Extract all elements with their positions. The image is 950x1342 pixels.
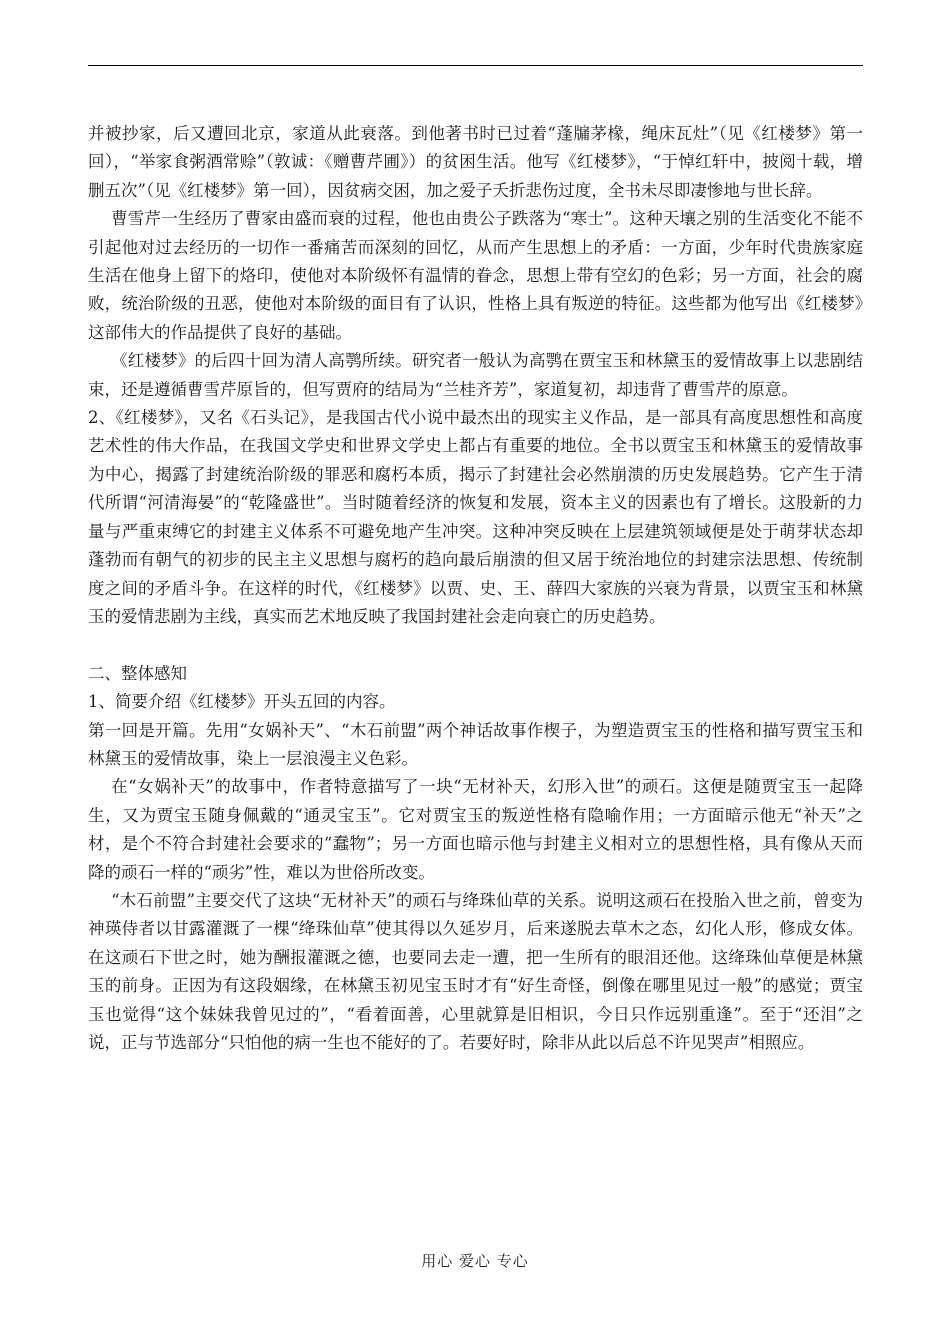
question-heading: 1、简要介绍《红楼梦》开头五回的内容。 <box>88 692 396 712</box>
paragraph: 并被抄家，后又遭回北京，家道从此衰落。到他著书时已过着“蓬牖茅椽，绳床瓦灶”（见《红楼梦》第一回），“举家食粥酒常赊”（敦诚：《赠曹芹圃》）的贫困生活。他写《红楼梦》，“于悼红轩中，披阅十载，增删五次”（见《红楼梦》第一回），因贫病交困，加之爱子夭折悲伤过度，全书未尽即凄惨地与世长辞。 <box>88 124 863 200</box>
paragraph: 2、《红楼梦》，又名《石头记》，是我国古代小说中最杰出的现实主义作品，是一部具有高度思想性和高度艺术性的伟大作品，在我国文学史和世界文学史上都占有重要的地位。全书以贾宝玉和林黛玉的爱情故事为中心，揭露了封建统治阶级的罪恶和腐朽本质，揭示了封建社会必然崩溃的历史发展趋势。它产生于清代所谓“河清海晏”的“乾隆盛世”。当时随着经济的恢复和发展，资本主义的因素也有了增长。这股新的力量与严重束缚它的封建主义体系不可避免地产生冲突。这种冲突反映在上层建筑领域便是处于萌芽状态却蓬勃而有朝气的初步的民主主义思想与腐朽的趋向最后崩溃的但又居于统治地位的封建宗法思想、传统制度之间的矛盾斗争。在这样的时代，《红楼梦》以贾、史、王、薛四大家族的兴衰为背景，以贾宝玉和林黛玉的爱情悲剧为主线，真实而艺术地反映了我国封建社会走向衰亡的历史趋势。 <box>88 408 863 626</box>
document-body <box>88 120 863 1057</box>
paragraph: 第一回是开篇。先用“女娲补天”、“木石前盟”两个神话故事作楔子，为塑造贾宝玉的性格和描写贾宝玉和林黛玉的爱情故事，染上一层浪漫主义色彩。 <box>88 720 863 768</box>
paragraph: 《红楼梦》的后四十回为清人高鹗所续。研究者一般认为高鹗在贾宝玉和林黛玉的爱情故事上以悲剧结束，还是遵循曹雪芹原旨的，但写贾府的结局为“兰桂齐芳”，家道复初，却违背了曹雪芹的原意。 <box>88 351 863 399</box>
page-footer: 用心 爱心 专心 <box>421 1252 529 1270</box>
section-heading: 二、整体感知 <box>88 663 187 683</box>
paragraph: 曹雪芹一生经历了曹家由盛而衰的过程，他也由贵公子跌落为“寒士”。这种天壤之别的生活变化不能不引起他对过去经历的一切作一番痛苦而深刻的回忆，从而产生思想上的矛盾：一方面，少年时代贵族家庭生活在他身上留下的烙印，使他对本阶级怀有温情的眷念，思想上带有空幻的色彩；另一方面，社会的腐败，统治阶级的丑恶，使他对本阶级的面目有了认识，性格上具有叛逆的特征。这些都为他写出《红楼梦》这部伟大的作品提供了良好的基础。 <box>88 209 863 342</box>
header-rule <box>88 65 863 66</box>
paragraph: 在“女娲补天”的故事中，作者特意描写了一块“无材补天，幻形入世”的顽石。这便是随贾宝玉一起降生，又为贾宝玉随身佩戴的“通灵宝玉”。它对贾宝玉的叛逆性格有隐喻作用；一方面暗示他无“补天”之材，是个不符合封建社会要求的“蠢物”；另一方面也暗示他与封建主义相对立的思想性格，具有像从天而降的顽石一样的“顽劣”性，难以为世俗所改变。 <box>88 777 863 882</box>
paragraph-gap <box>88 631 863 659</box>
paragraph: “木石前盟”主要交代了这块“无材补天”的顽石与绛珠仙草的关系。说明这顽石在投胎入世之前，曾变为神瑛侍者以甘露灌溉了一棵“绛珠仙草”使其得以久延岁月，后来遂脱去草木之态，幻化人形，修成女体。在这顽石下世之时，她为酬报灌溉之德，也要同去走一遭，把一生所有的眼泪还他。这绛珠仙草便是林黛玉的前身。正因为有这段姻缘，在林黛玉初见宝玉时才有“好生奇怪，倒像在哪里见过一般”的感觉；贾宝玉也觉得“这个妹妹我曾见过的”，“看着面善，心里就算是旧相识，今日只作远别重逢”。至于“还泪”之说，正与节选部分“只怕他的病一生也不能好的了。若要好时，除非从此以后总不许见哭声”相照应。 <box>88 890 863 1052</box>
